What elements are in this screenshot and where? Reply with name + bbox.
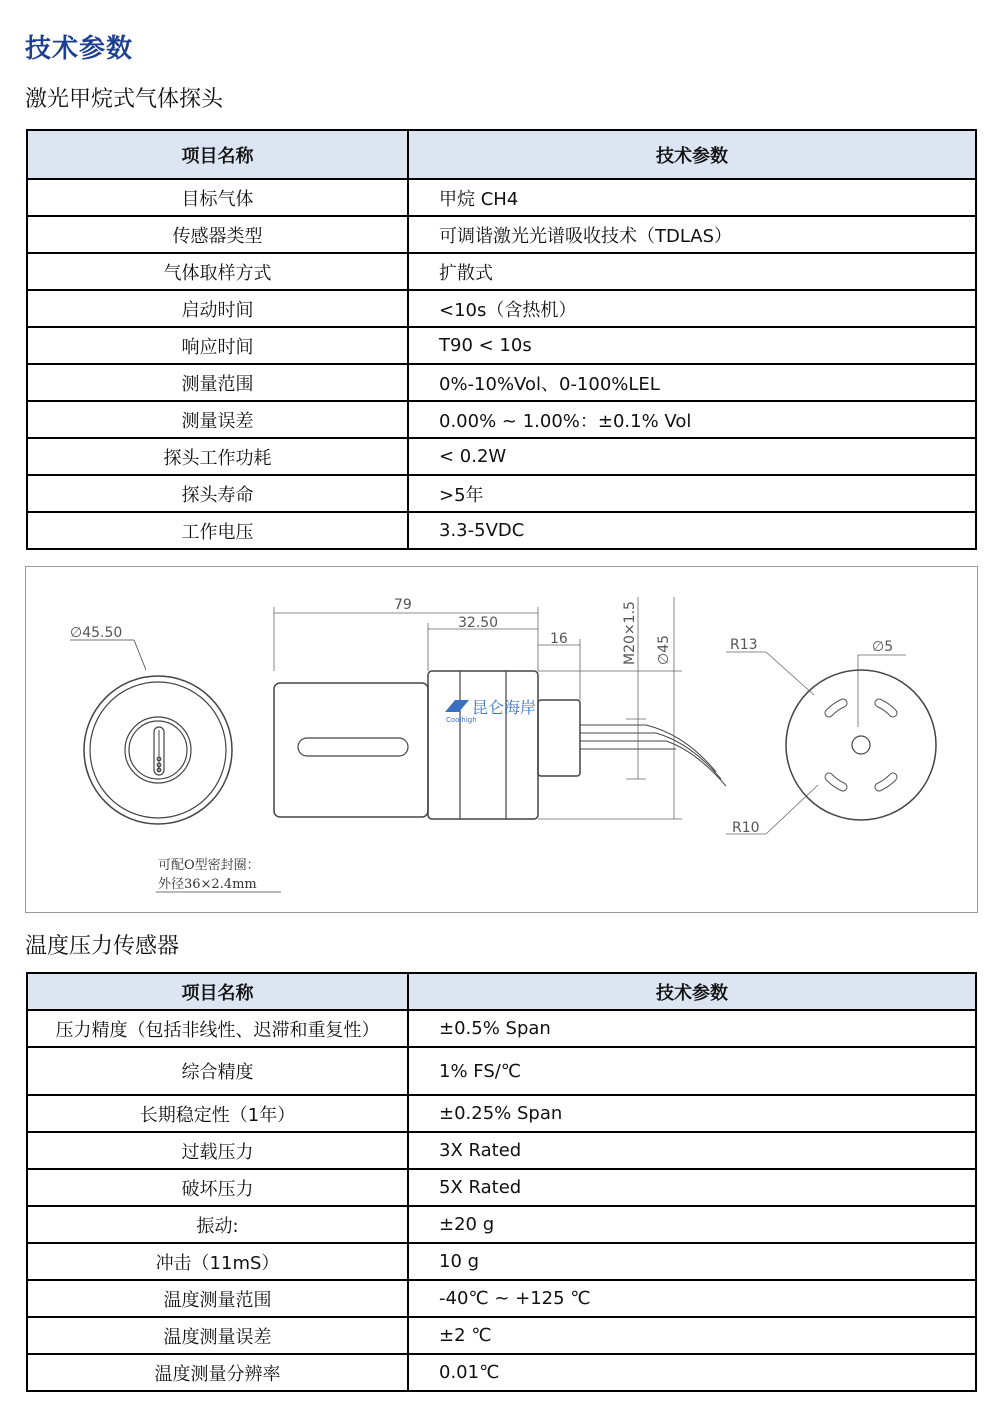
table-row [27, 1010, 976, 1047]
table-row [27, 364, 976, 401]
column-header-item: 项目名称 [27, 973, 408, 1010]
table-row [27, 1095, 976, 1132]
section-title-temp-pressure: 温度压力传感器 [25, 934, 180, 959]
table-row [27, 1047, 976, 1095]
gas-probe-spec-table [26, 129, 977, 550]
table-row [27, 1206, 976, 1243]
page-title: 技术参数 [25, 34, 134, 64]
rear-view [726, 652, 936, 834]
item-value: 1% FS/℃ [408, 1047, 976, 1095]
item-name: 温度测量误差 [27, 1317, 408, 1354]
dim-diameter: ∅45 [656, 634, 672, 665]
column-header-item: 项目名称 [27, 130, 408, 179]
table-row [27, 512, 976, 549]
dim-middle: 32.50 [458, 615, 499, 631]
dim-r13: R13 [730, 637, 758, 653]
brand-logo [445, 698, 536, 724]
item-value: 3.3-5VDC [408, 512, 976, 549]
table-row [27, 290, 976, 327]
item-name: 气体取样方式 [27, 253, 408, 290]
item-name: 破坏压力 [27, 1169, 408, 1206]
svg-text:Coolhigh: Coolhigh [446, 716, 477, 724]
dim-thread: M20×1.5 [622, 601, 638, 665]
item-value: ±0.25% Span [408, 1095, 976, 1132]
item-name: 综合精度 [27, 1047, 408, 1095]
section-title-gas-probe: 激光甲烷式气体探头 [25, 87, 224, 112]
dim-r10: R10 [732, 820, 760, 836]
column-header-spec: 技术参数 [408, 973, 976, 1010]
front-view [70, 640, 232, 824]
dim-outer-diameter: ∅45.50 [70, 625, 123, 641]
temp-pressure-spec-table [26, 972, 977, 1392]
item-name: 温度测量分辨率 [27, 1354, 408, 1391]
table-row [27, 475, 976, 512]
column-header-spec: 技术参数 [408, 130, 976, 179]
item-name: 过载压力 [27, 1132, 408, 1169]
item-name: 传感器类型 [27, 216, 408, 253]
item-name: 响应时间 [27, 327, 408, 364]
item-name: 测量范围 [27, 364, 408, 401]
dim-hole: ∅5 [872, 639, 894, 655]
item-name: 探头寿命 [27, 475, 408, 512]
item-value: ±0.5% Span [408, 1010, 976, 1047]
table-row [27, 1317, 976, 1354]
table-row [27, 1169, 976, 1206]
seal-note-line2: 外径36×2.4mm [158, 877, 257, 892]
table-row [27, 1354, 976, 1391]
table-row [27, 1243, 976, 1280]
item-value: 3X Rated [408, 1132, 976, 1169]
table-row [27, 401, 976, 438]
item-value: 10 g [408, 1243, 976, 1280]
dim-length: 79 [394, 597, 412, 613]
item-value: 0.00% ~ 1.00%：±0.1% Vol [408, 401, 976, 438]
item-value: >5年 [408, 475, 976, 512]
seal-note-line1: 可配O型密封圈： [158, 858, 260, 873]
item-value: ±2 ℃ [408, 1317, 976, 1354]
item-name: 压力精度（包括非线性、迟滞和重复性） [27, 1010, 408, 1047]
table-row [27, 1280, 976, 1317]
item-value: 0%-10%Vol、0-100%LEL [408, 364, 976, 401]
item-name: 测量误差 [27, 401, 408, 438]
item-name: 启动时间 [27, 290, 408, 327]
item-name: 温度测量范围 [27, 1280, 408, 1317]
item-value: ±20 g [408, 1206, 976, 1243]
table-row [27, 179, 976, 216]
item-name: 工作电压 [27, 512, 408, 549]
table-row [27, 438, 976, 475]
item-value: -40℃ ~ +125 ℃ [408, 1280, 976, 1317]
table-header-row [27, 973, 976, 1010]
item-value: T90 < 10s [408, 327, 976, 364]
probe-technical-drawing [25, 566, 978, 913]
table-row [27, 1132, 976, 1169]
item-value: 甲烷 CH4 [408, 179, 976, 216]
item-value: < 0.2W [408, 438, 976, 475]
item-value: 扩散式 [408, 253, 976, 290]
svg-text:昆仑海岸: 昆仑海岸 [472, 698, 537, 717]
item-value: 0.01℃ [408, 1354, 976, 1391]
item-name: 冲击（11mS） [27, 1243, 408, 1280]
item-value: 可调谐激光光谱吸收技术（TDLAS） [408, 216, 976, 253]
item-value: 5X Rated [408, 1169, 976, 1206]
item-name: 振动: [27, 1206, 408, 1243]
item-value: <10s（含热机） [408, 290, 976, 327]
table-row [27, 253, 976, 290]
dim-end: 16 [550, 631, 568, 647]
table-header-row [27, 130, 976, 179]
table-row [27, 327, 976, 364]
item-name: 长期稳定性（1年） [27, 1095, 408, 1132]
table-row [27, 216, 976, 253]
item-name: 探头工作功耗 [27, 438, 408, 475]
item-name: 目标气体 [27, 179, 408, 216]
